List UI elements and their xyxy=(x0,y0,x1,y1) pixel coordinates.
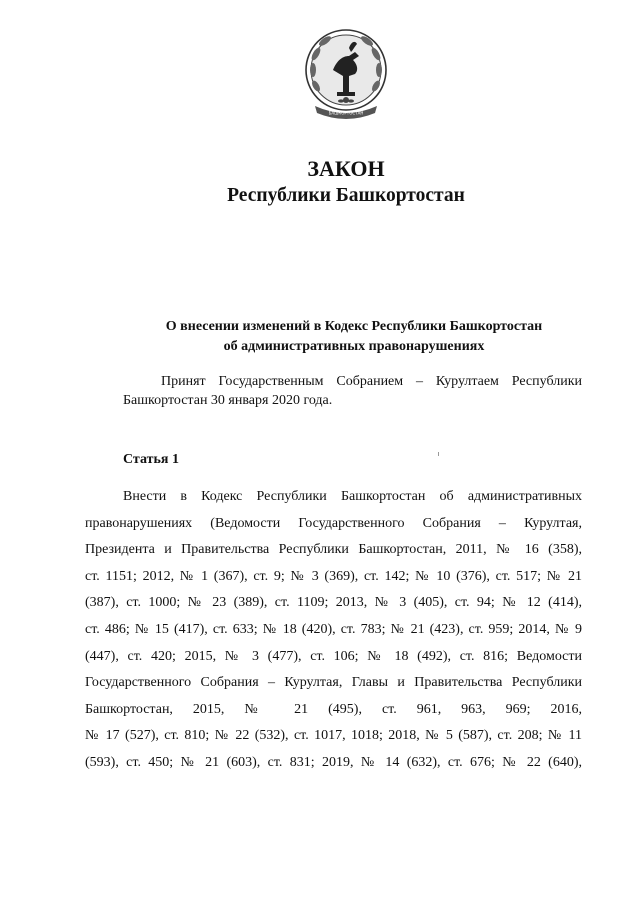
article-line: правонарушениях (Ведомости Государственного Собрания – Курултая, xyxy=(85,515,582,531)
scan-speck xyxy=(438,452,439,456)
article-line: (593), ст. 450; № 21 (603), ст. 831; 2019, № 14 (632), ст. 676; № 22 (640), xyxy=(85,754,582,770)
svg-text:БАШКОРТОСТАН: БАШКОРТОСТАН xyxy=(328,110,364,116)
article-heading: Статья 1 xyxy=(123,452,179,467)
article-line: ст. 486; № 15 (417), ст. 633; № 18 (420), ст. 783; № 21 (423), ст. 959; 2014, № 9 xyxy=(85,621,582,637)
law-issuer-heading: Республики Башкортостан xyxy=(227,185,465,206)
bashkortostan-coat-of-arms-icon xyxy=(303,26,389,122)
article-line: Башкортостан, 2015, № 21 (495), ст. 961, 963, 969; 2016, xyxy=(85,701,582,717)
document-title-line: О внесении изменений в Кодекс Республики Башкортостан xyxy=(165,319,543,334)
adoption-line: Башкортостан 30 января 2020 года. xyxy=(123,393,333,408)
article-line: № 17 (527), ст. 810; № 22 (532), ст. 1017, 1018; 2018, № 5 (587), ст. 208; № 11 xyxy=(85,728,582,744)
article-line: Внести в Кодекс Республики Башкортостан об административных xyxy=(123,489,582,504)
document-title-line: об административных правонарушениях xyxy=(223,339,485,354)
article-line: (447), ст. 420; 2015, № 3 (477), ст. 106; № 18 (492), ст. 816; Ведомости xyxy=(85,648,582,664)
article-line: ст. 1151; 2012, № 1 (367), ст. 9; № 3 (369), ст. 142; № 10 (376), ст. 517; № 21 xyxy=(85,568,582,584)
article-body xyxy=(85,484,582,777)
law-type-heading: ЗАКОН xyxy=(307,156,385,181)
article-line: Президента и Правительства Республики Башкортостан, 2011, № 16 (358), xyxy=(85,542,582,558)
article-line: Государственного Собрания – Курултая, Главы и Правительства Республики xyxy=(85,675,582,691)
adoption-statement xyxy=(85,372,582,410)
adoption-line: Принят Государственным Собранием – Курултаем Республики xyxy=(161,374,582,389)
document-title xyxy=(0,317,640,357)
article-line: (387), ст. 1000; № 23 (389), ст. 1109; 2013, № 3 (405), ст. 94; № 12 (414), xyxy=(85,595,582,611)
